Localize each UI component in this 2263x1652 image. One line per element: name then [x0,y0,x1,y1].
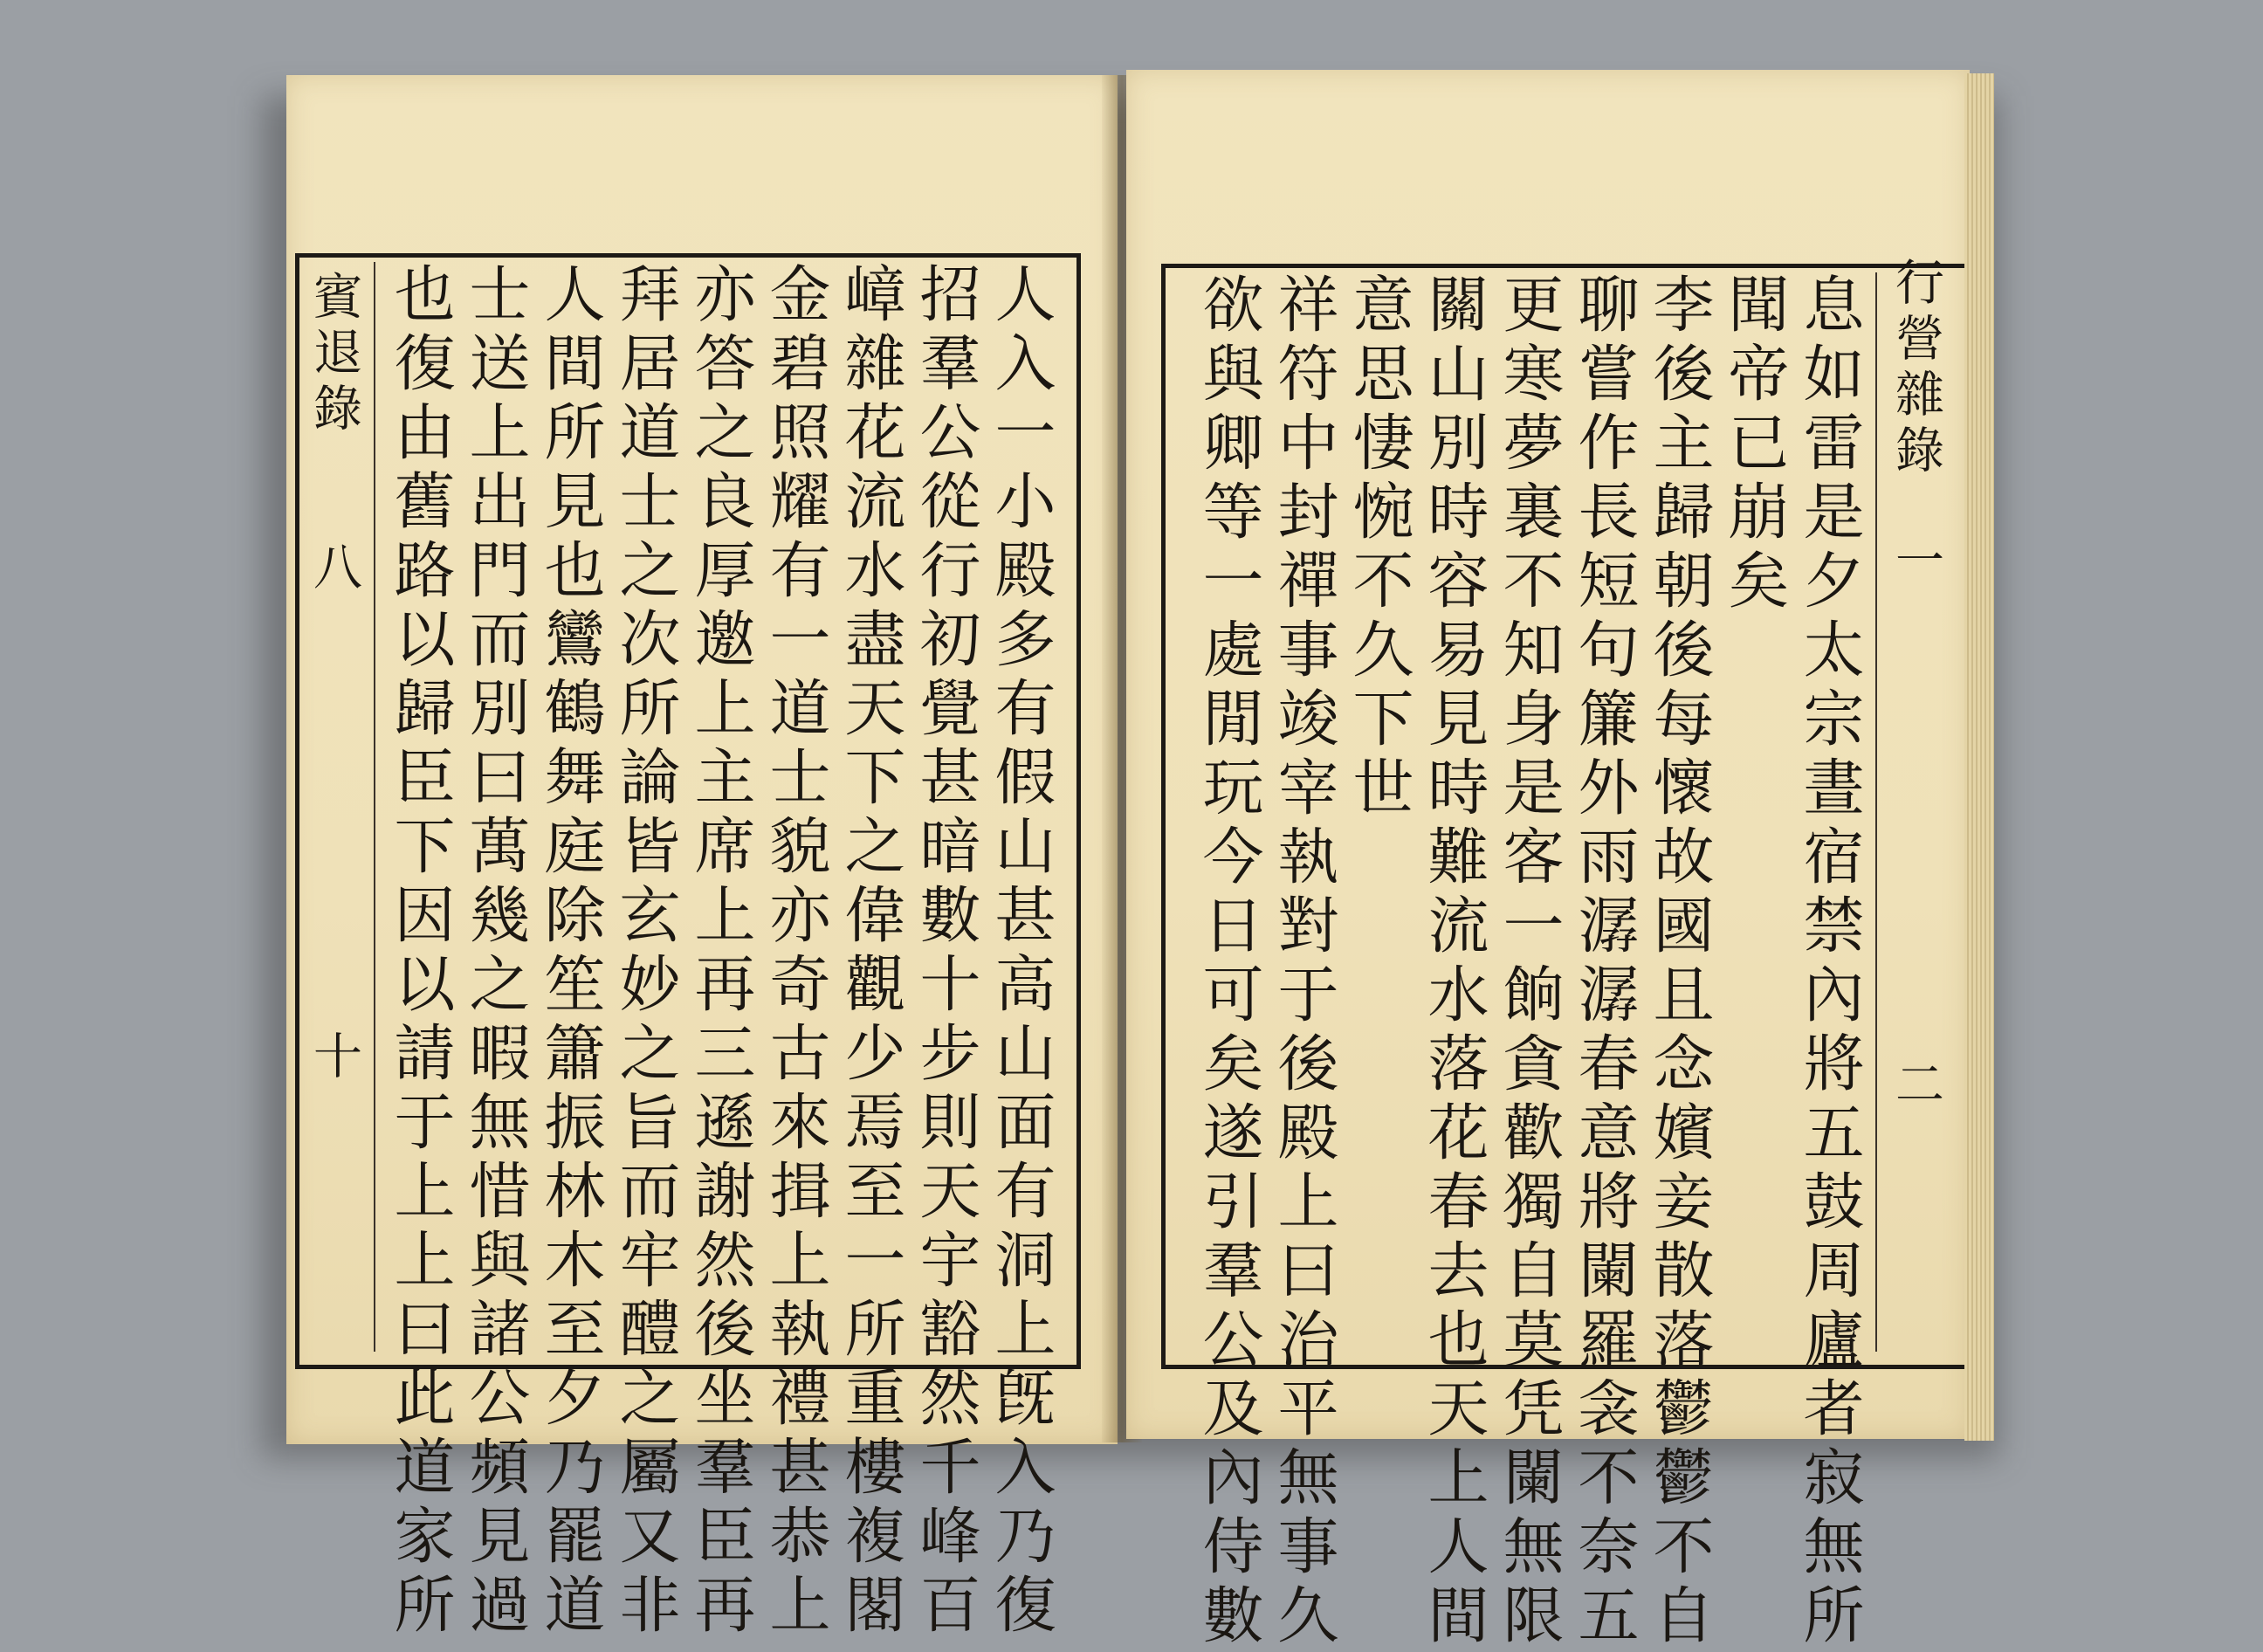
left-column-7: 人間所見也鸞鶴舞庭除笙簫振林木至夕乃罷道 [534,262,606,1642]
right-spine-title: 行營雜錄 [1888,257,1944,480]
left-column-1: 人入一小殿多有假山甚高山面有洞上旣入乃復 [985,262,1056,1642]
right-folio: 二 [1888,1058,1944,1114]
right-column-7: 意思悽惋不久下世 [1343,272,1414,824]
left-spine-mark: 八 [306,541,362,597]
left-spine-title: 賓退錄 [306,271,362,438]
right-spine-divider [1875,272,1877,1352]
right-column-2: 聞帝已崩矣 [1718,272,1790,617]
right-page-text-block [1170,257,1954,1652]
left-column-3: 嶂雜花流水盡天下之偉觀少焉至一所重樓複閣 [835,262,906,1642]
right-column-9: 欲與卿等一處閒玩今日可矣遂引羣公及內侍數 [1193,272,1264,1652]
right-column-8: 祥符中封禪事竣宰執對于後殿上曰治平無事久 [1268,272,1339,1652]
right-column-4: 聊嘗作長短句簾外雨潺潺春意將闌羅衾不奈五 [1568,272,1640,1652]
right-column-6: 關山別時容易見時難流水落花春去也天上人間 [1418,272,1489,1652]
right-column-5: 更寒夢裏不知身是客一餉貪歡獨自莫凭闌無限 [1493,272,1565,1652]
page-edge-stack [1964,73,1994,1441]
left-page-text-block [304,262,1063,1642]
left-column-6: 拜居道士之次所論皆玄妙之旨而牢醴之屬又非 [609,262,681,1642]
left-column-2: 招羣公從行初覺甚暗數十步則天宇豁然千峰百 [910,262,981,1642]
right-spine-mark: 一 [1888,534,1944,590]
left-column-9: 也復由舊路以歸臣下因以請于上上曰此道家所 [384,262,456,1642]
right-column-1: 息如雷是夕太宗晝宿禁內將五鼓周廬者寂無所 [1793,272,1865,1652]
left-spine-divider [374,262,375,1352]
right-column-3: 李後主歸朝後每懷故國且念嬪妾散落鬱鬱不自 [1643,272,1715,1652]
left-folio: 十 [306,1030,362,1086]
left-column-5: 亦答之良厚邀上主席上再三遜謝然後坐羣臣再 [684,262,756,1642]
left-column-4: 金碧照耀有一道士貌亦奇古來揖上執禮甚恭上 [760,262,831,1642]
left-column-8: 士送上出門而別曰萬幾之暇無惜與諸公頻見過 [459,262,531,1642]
